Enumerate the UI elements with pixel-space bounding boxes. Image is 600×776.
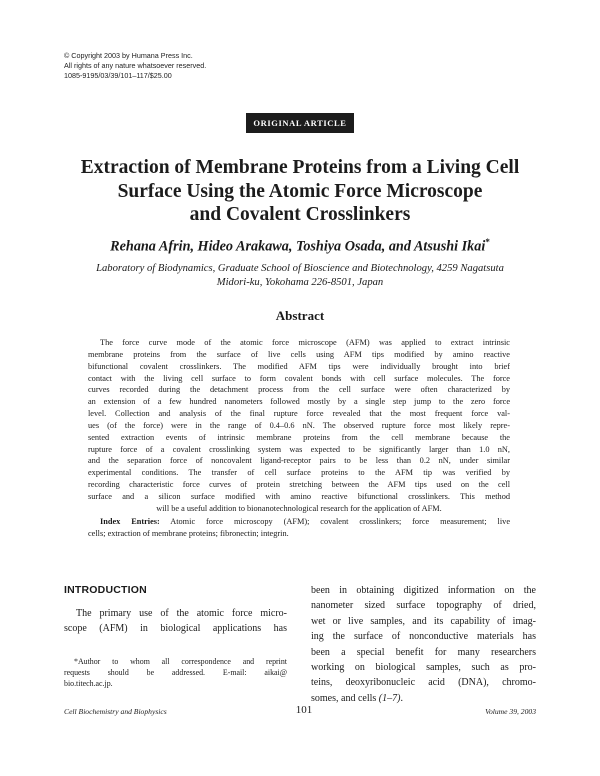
affiliation-line: Laboratory of Biodynamics, Graduate School of Bioscience and Biotechnology, 4259 Nagatsuta bbox=[96, 263, 504, 274]
affiliation bbox=[40, 262, 560, 290]
abstract-line: surface and a silicon surface modified with amino reactive bifunctional crosslinkers. This method bbox=[88, 491, 510, 501]
copyright-notice bbox=[64, 51, 206, 81]
citation-ref: (1–7) bbox=[378, 692, 401, 704]
right-column-text bbox=[311, 583, 536, 706]
index-entries-line: cells; extraction of membrane proteins; fibronectin; integrin. bbox=[88, 529, 289, 538]
page-footer bbox=[64, 704, 536, 718]
index-entries bbox=[88, 516, 510, 540]
footnote-line: requests should be addressed. E-mail: aikai@ bbox=[64, 667, 287, 677]
abstract-line: experimental conditions. The transfer of cell surface proteins to the AFM tip was verified by bbox=[88, 468, 510, 478]
abstract-line: sented extraction events of intrinsic membrane proteins from the cell membrane because the bbox=[88, 432, 510, 442]
volume-info: Volume 39, 2003 bbox=[485, 707, 536, 716]
footnote-line: bio.titech.ac.jp. bbox=[64, 678, 113, 688]
body-line: wet or live samples, and its capability of imag- bbox=[311, 615, 536, 627]
abstract-line: bifunctional covalent crosslinkers. The modified AFM tips were individually brought into brief bbox=[88, 361, 510, 371]
issn-line: 1085-9195/03/39/101–117/$25.00 bbox=[64, 71, 172, 80]
abstract-heading: Abstract bbox=[275, 308, 325, 323]
body-text: . bbox=[400, 692, 403, 704]
abstract-body bbox=[88, 337, 510, 515]
body-text: somes, and cells bbox=[311, 692, 377, 704]
author-list bbox=[40, 233, 560, 256]
left-column-text bbox=[64, 606, 287, 637]
body-line: been in obtaining digitized information on the bbox=[311, 585, 536, 596]
introduction-heading: INTRODUCTION bbox=[64, 584, 147, 596]
article-type-badge: ORIGINAL ARTICLE bbox=[246, 113, 354, 133]
body-line: working on biological samples, such as pro- bbox=[311, 661, 536, 673]
abstract-line: will be a useful addition to bionanotechnological research for the application of AFM. bbox=[156, 503, 442, 513]
correspondence-footnote bbox=[64, 657, 287, 689]
body-line: ing the surface of nonconductive materials has bbox=[311, 631, 536, 643]
body-line: scope (AFM) in biological applications has bbox=[64, 623, 287, 635]
page-number: 101 bbox=[295, 704, 313, 716]
journal-name: Cell Biochemistry and Biophysics bbox=[64, 707, 167, 716]
abstract-line: ues (of the force) were in the range of 0.4–0.6 nN. The observed rupture force most likely repre- bbox=[88, 420, 510, 430]
copyright-line: © Copyright 2003 by Humana Press Inc. bbox=[64, 51, 193, 60]
abstract-line: membrane proteins from the surface of live cells using AFM tips modified by amino reactive bbox=[88, 349, 510, 359]
abstract-line: curves recorded during the detachment process from the cell surface were often characterized by bbox=[88, 385, 510, 395]
body-line: The primary use of the atomic force micro- bbox=[76, 608, 287, 619]
authors-text: Rehana Afrin, Hideo Arakawa, Toshiya Osada, and Atsushi Ikai bbox=[110, 238, 486, 255]
abstract-line: an extension of a few hundred nanometers followed mostly by a single step jump to the zero force bbox=[88, 397, 510, 407]
title-line: and Covalent Crosslinkers bbox=[189, 204, 411, 225]
abstract-line: and the separation force of noncovalent ligand-receptor pairs to be less than 0.2 nN, under similar bbox=[88, 456, 510, 466]
index-entries-label: Index Entries: bbox=[100, 517, 160, 526]
title-line: Extraction of Membrane Proteins from a Living Cell bbox=[80, 157, 520, 178]
index-entries-line: Atomic force microscopy (AFM); covalent crosslinkers; force measurement; live bbox=[170, 517, 510, 526]
rights-line: All rights of any nature whatsoever reserved. bbox=[64, 61, 207, 70]
body-line: teins, deoxyribonucleic acid (DNA), chromo- bbox=[311, 677, 536, 689]
body-line: nanometer sized surface topography of dried, bbox=[311, 600, 536, 612]
abstract-line: contact with the living cell surface to form covalent bonds with cell surface molecules. The force bbox=[88, 373, 510, 383]
abstract-line: rupture force of a covalent crosslinking system was expected to be significantly larger than 1.0 nN, bbox=[88, 444, 510, 454]
abstract-line: recording characteristic force curves of protein stretching between the AFM tips used on the cell bbox=[88, 480, 510, 490]
abstract-line: The force curve mode of the atomic force microscope (AFM) was applied to extract intrinsic bbox=[100, 338, 510, 347]
body-line: been a special benefit for many researchers bbox=[311, 646, 536, 658]
corresponding-author-mark: * bbox=[485, 237, 490, 247]
abstract-line: level. Collection and analysis of the final rupture force revealed that the most frequent force val- bbox=[88, 409, 510, 419]
footnote-line: *Author to whom all correspondence and reprint bbox=[74, 657, 287, 666]
article-title bbox=[40, 156, 560, 227]
title-line: Surface Using the Atomic Force Microscope bbox=[117, 180, 483, 202]
affiliation-line: Midori-ku, Yokohama 226-8501, Japan bbox=[216, 277, 384, 288]
